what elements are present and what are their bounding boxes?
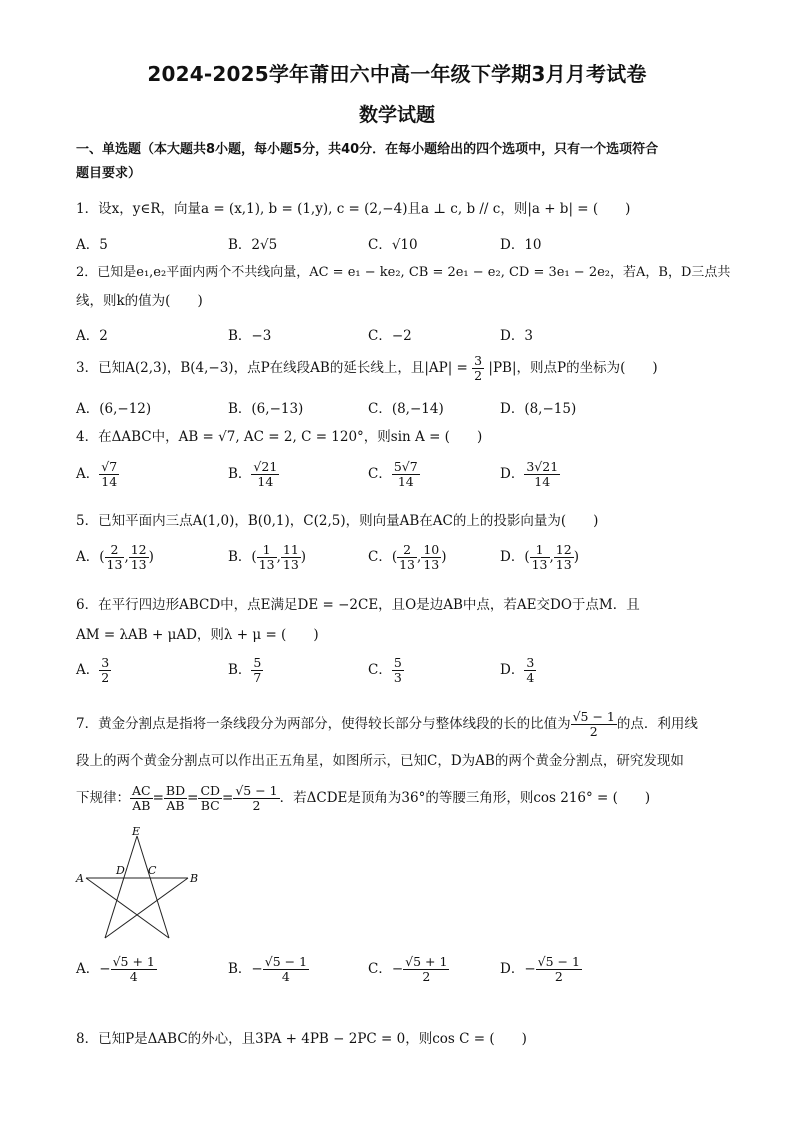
q7-stem-line3: 下规律： $\frac{AC}{AB}$ = $\frac{BD}{AB}$ = $\frac{CD}{BC}$ = $\frac{√5 - 1}{2}$ ．若ΔCDE是顶角为36°的等腰三角形，则cos 216° = ( ) [76, 783, 651, 813]
q4-stem: 4．在ΔABC中，AB = √7, AC = 2, C = 120°，则sin A = ( ) [76, 429, 483, 445]
q1-option-c: C．√10 [368, 237, 418, 253]
q6-option-b: B． $\frac{5}{7}$ [228, 655, 262, 685]
q1-option-a: A．5 [76, 237, 108, 253]
q1-stem: 1．设x，y∈R，向量a = (x,1), b = (1,y), c = (2,−4)且a ⊥ c, b // c，则|a + b| = ( ) [76, 201, 631, 217]
q8-stem: 8．已知P是ΔABC的外心，且3PA + 4PB − 2PC = 0，则cos C = ( ) [76, 1031, 527, 1047]
q7-option-c: C．− $\frac{√5 + 1}{2}$ [368, 954, 448, 984]
q6-stem-line1: 6．在平行四边形ABCD中，点E满足DE = −2CE，且O是边AB中点，若AE交DO于点M．且 [76, 597, 640, 613]
q7-ratio-fraction: $\frac{√5 - 1}{2}$ [572, 709, 615, 739]
q6-option-a: A． $\frac{3}{2}$ [76, 655, 110, 685]
q6-stem-line2: AM = λAB + μAD，则λ + μ = ( ) [76, 627, 319, 643]
q3-option-d: D．(8,−15) [500, 401, 577, 417]
q7-option-a: A．− $\frac{√5 + 1}{4}$ [76, 954, 155, 984]
q3-option-a: A．(6,−12) [76, 401, 152, 417]
q4-option-a: A． $\frac{√7}{14}$ [76, 459, 118, 489]
label-d: D [116, 864, 125, 877]
q7-stem-line2: 段上的两个黄金分割点可以作出正五角星，如图所示，已知C，D为AB的两个黄金分割点，研究发现如 [76, 753, 684, 769]
q2-option-c: C．−2 [368, 328, 412, 344]
q7-option-d: D．− $\frac{√5 - 1}{2}$ [500, 954, 580, 984]
q4-option-c: C． $\frac{5√7}{14}$ [368, 459, 418, 489]
q4-option-d: D． $\frac{3√21}{14}$ [500, 459, 559, 489]
q4-option-b: B． $\frac{√21}{14}$ [228, 459, 278, 489]
pentagram-figure [74, 826, 204, 946]
q2-stem-line2: 线，则k的值为( ) [76, 293, 203, 309]
q3-coef-den: 2 [474, 368, 483, 383]
star-edge-a-bottomright [86, 878, 169, 938]
q5-stem: 5．已知平面内三点A(1,0)，B(0,1)，C(2,5)，则向量AB在AC的上的投影向量为( ) [76, 513, 599, 529]
q7-stem-line1: 7．黄金分割点是指将一条线段分为两部分，使得较长部分与整体线段的长的比值为 $\frac{√5 - 1}{2}$ 的点．利用线 [76, 709, 698, 739]
q6-option-d: D． $\frac{3}{4}$ [500, 655, 535, 685]
q1-option-b: B．2√5 [228, 237, 278, 253]
label-c: C [148, 864, 157, 877]
section-heading-line2: 题目要求） [76, 166, 142, 181]
exam-title: 2024-2025学年莆田六中高一年级下学期3月月考试卷 [147, 62, 647, 86]
q3-stem-part2: |PB|，则点P的坐标为( ) [488, 360, 658, 376]
q2-option-d: D．3 [500, 328, 533, 344]
q6-option-c: C． $\frac{5}{3}$ [368, 655, 402, 685]
q3-stem-part1: 3．已知A(2,3)，B(4,−3)，点P在线段AB的延长线上，且|AP| = [76, 360, 468, 376]
q5-option-b: B．( $\frac{1}{13}$ , $\frac{11}{13}$ ) [228, 542, 307, 572]
star-edge-e-bottomleft [105, 836, 137, 938]
label-b: B [190, 872, 199, 885]
star-edge-e-bottomright [137, 836, 169, 938]
q5-option-d: D．( $\frac{1}{13}$ , $\frac{12}{13}$ ) [500, 542, 579, 572]
q3-stem [76, 354, 658, 383]
q2-stem-line1: 2．已知是e₁,e₂平面内两个不共线向量，AC = e₁ − ke₂, CB = 2e₁ − e₂, CD = 3e₁ − 2e₂，若A，B，D三点共 [76, 265, 731, 280]
star-edge-b-bottomleft [105, 878, 188, 938]
q2-option-b: B．−3 [228, 328, 272, 344]
q3-option-c: C．(8,−14) [368, 401, 444, 417]
section-heading-line1: 一、单选题（本大题共8小题，每小题5分，共40分．在每小题给出的四个选项中，只有一个选项符合 [76, 142, 659, 157]
q7-option-b: B．− $\frac{√5 - 1}{4}$ [228, 954, 308, 984]
q5-option-a: A．( $\frac{2}{13}$ , $\frac{12}{13}$ ) [76, 542, 154, 572]
q3-coef-fraction [472, 354, 484, 383]
label-e: E [132, 826, 141, 838]
label-a: A [76, 872, 84, 885]
q3-option-b: B．(6,−13) [228, 401, 304, 417]
q2-option-a: A．2 [76, 328, 108, 344]
q5-option-c: C．( $\frac{2}{13}$ , $\frac{10}{13}$ ) [368, 542, 447, 572]
exam-subtitle: 数学试题 [358, 104, 435, 126]
q1-option-d: D．10 [500, 237, 542, 253]
q3-coef-num: 3 [474, 353, 483, 368]
